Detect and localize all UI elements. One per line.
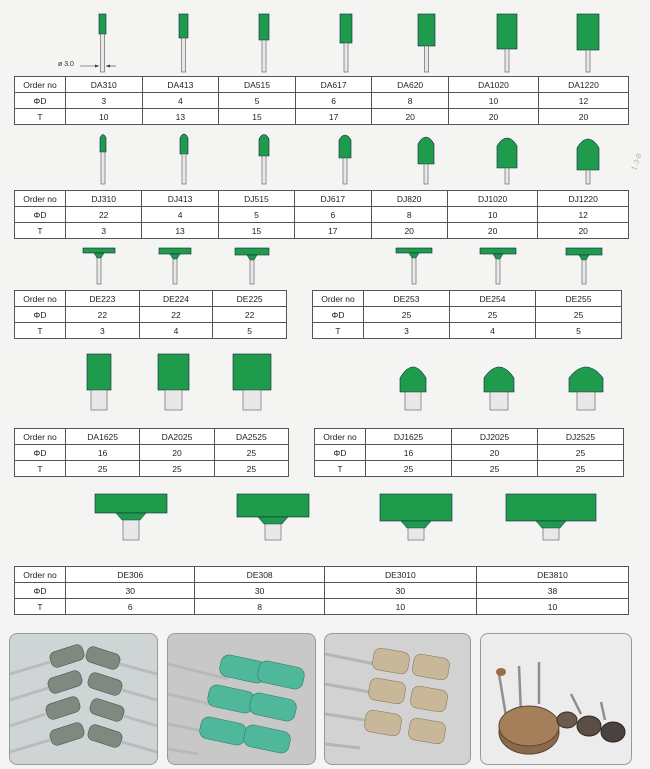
cell: 5	[536, 323, 622, 339]
da1220-tool	[577, 14, 599, 72]
t-label: T	[15, 599, 66, 615]
cell: 13	[142, 223, 218, 239]
grey-points-image	[10, 634, 157, 764]
cell: DJ310	[66, 191, 142, 207]
phi-label: ΦD	[15, 93, 66, 109]
dj1020-tool	[497, 138, 517, 184]
table-row	[313, 291, 622, 307]
da413-tool	[179, 14, 188, 72]
cell: 3	[66, 323, 140, 339]
cell: DA515	[219, 77, 296, 93]
cell: 10	[66, 109, 143, 125]
wheel-medium	[557, 712, 577, 728]
order-label: Order no	[15, 291, 66, 307]
t-label: T	[15, 109, 66, 125]
dj310-tool	[100, 135, 106, 185]
cell: DJ820	[371, 191, 447, 207]
cell: 3	[66, 93, 143, 109]
de3810-tool	[506, 494, 596, 540]
phi-label: ΦD	[15, 445, 66, 461]
cell: 25	[66, 461, 140, 477]
cell: 20	[372, 109, 449, 125]
table-row	[313, 307, 622, 323]
mounted-wheels-image	[481, 634, 631, 764]
order-label: Order no	[15, 567, 66, 583]
table-row	[315, 461, 624, 477]
de3010-tool	[380, 494, 452, 540]
cell: 30	[324, 583, 476, 599]
cell: 10	[476, 599, 628, 615]
phi-label: ΦD	[15, 207, 66, 223]
dj1220-tool	[577, 139, 599, 184]
cell: DJ2525	[538, 429, 624, 445]
cell: DJ515	[218, 191, 294, 207]
table-row	[315, 429, 624, 445]
cell: 25	[538, 445, 624, 461]
cell: DE3810	[476, 567, 628, 583]
cell: DE223	[66, 291, 140, 307]
de306-tool	[95, 494, 167, 540]
big-tool-row	[0, 350, 650, 416]
order-label: Order no	[313, 291, 364, 307]
cell: DJ413	[142, 191, 218, 207]
cell: DA620	[372, 77, 449, 93]
cell: 10	[324, 599, 476, 615]
dj1625-tool	[400, 367, 426, 410]
t-label: T	[313, 323, 364, 339]
cell: 4	[142, 93, 219, 109]
cell: 6	[295, 207, 371, 223]
cell: DJ617	[295, 191, 371, 207]
t-label: T	[315, 461, 366, 477]
cell: DA1220	[538, 77, 628, 93]
de-big-spec-table	[14, 566, 629, 615]
cell: DE253	[364, 291, 450, 307]
de254-tool	[480, 248, 516, 284]
table-row	[15, 429, 289, 445]
phi-label: ΦD	[315, 445, 366, 461]
cell: 22	[213, 307, 287, 323]
cell: 30	[195, 583, 324, 599]
cell: 17	[295, 109, 372, 125]
cell: DA1020	[448, 77, 538, 93]
cell: 38	[476, 583, 628, 599]
cell: DJ2025	[452, 429, 538, 445]
cell: 10	[447, 207, 538, 223]
da-big-spec-table	[14, 428, 289, 477]
dj-tool-row	[0, 128, 650, 188]
table-row	[15, 583, 629, 599]
cell: 20	[140, 445, 214, 461]
table-row	[15, 461, 289, 477]
table-row	[15, 445, 289, 461]
table-row	[315, 445, 624, 461]
cell: 20	[448, 109, 538, 125]
table-row	[15, 109, 629, 125]
cell: 4	[139, 323, 213, 339]
cell: 20	[371, 223, 447, 239]
cell: DE224	[139, 291, 213, 307]
table-row	[313, 323, 622, 339]
cell: 16	[366, 445, 452, 461]
phi-label: ΦD	[15, 583, 66, 599]
cell: 3	[364, 323, 450, 339]
da617-tool	[340, 14, 352, 72]
table-row	[15, 291, 287, 307]
dj2525-tool	[569, 367, 603, 410]
cell: DE225	[213, 291, 287, 307]
cell: DE306	[66, 567, 195, 583]
cell: DA2525	[214, 429, 288, 445]
cell: 8	[372, 93, 449, 109]
dj-big-spec-table	[314, 428, 624, 477]
cell: DA2025	[140, 429, 214, 445]
table-row	[15, 207, 629, 223]
cell: 25	[366, 461, 452, 477]
mounted-wheels-photo	[480, 633, 632, 765]
cell: 13	[142, 109, 219, 125]
cell: 4	[450, 323, 536, 339]
wheel-small-1	[496, 668, 506, 676]
table-row	[15, 599, 629, 615]
dj617-tool	[339, 135, 351, 184]
da620-tool	[418, 14, 435, 72]
cell: 6	[295, 93, 372, 109]
dimension-note: ø 3.0	[58, 61, 74, 68]
cell: 25	[214, 445, 288, 461]
cell: 25	[538, 461, 624, 477]
cell: 12	[538, 93, 628, 109]
da515-tool	[259, 14, 269, 72]
cell: 5	[218, 207, 294, 223]
green-points-photo	[167, 633, 316, 765]
dj515-tool	[259, 135, 269, 185]
da-spec-table	[14, 76, 629, 125]
cell: DE254	[450, 291, 536, 307]
t-label: T	[15, 223, 66, 239]
de255-tool	[566, 248, 602, 284]
wheel-dark-2	[601, 722, 625, 742]
cell: 5	[219, 93, 296, 109]
cell: 15	[219, 109, 296, 125]
beige-points-photo	[324, 633, 471, 765]
de-big-tool-row	[0, 490, 650, 548]
cell: 8	[371, 207, 447, 223]
cell: 20	[447, 223, 538, 239]
de223-tool	[83, 248, 115, 284]
cell: DE255	[536, 291, 622, 307]
de-left-spec-table	[14, 290, 287, 339]
wheel-dark	[577, 716, 601, 736]
cell: 20	[538, 109, 628, 125]
da1625-tool	[87, 354, 111, 410]
dj2025-tool	[484, 367, 514, 410]
table-row	[15, 323, 287, 339]
table-row	[15, 77, 629, 93]
dj820-tool	[418, 137, 434, 184]
cell: 25	[452, 461, 538, 477]
cell: 22	[139, 307, 213, 323]
cell: 17	[295, 223, 371, 239]
de224-tool	[159, 248, 191, 284]
t-label: T	[15, 461, 66, 477]
cell: 8	[195, 599, 324, 615]
da-tool-row	[0, 0, 650, 75]
cell: 4	[142, 207, 218, 223]
cell: 25	[536, 307, 622, 323]
cell: DE3010	[324, 567, 476, 583]
table-row	[15, 307, 287, 323]
cell: DA413	[142, 77, 219, 93]
cell: 10	[448, 93, 538, 109]
cell: 25	[140, 461, 214, 477]
cell: DA617	[295, 77, 372, 93]
phi-label: ΦD	[15, 307, 66, 323]
table-row	[15, 191, 629, 207]
cell: 16	[66, 445, 140, 461]
order-label: Order no	[15, 77, 66, 93]
cell: 30	[66, 583, 195, 599]
cell: 22	[66, 307, 140, 323]
grey-points-photo	[9, 633, 158, 765]
dj-spec-table	[14, 190, 629, 239]
da310-tool	[99, 14, 106, 72]
cell: 20	[452, 445, 538, 461]
cell: DJ1625	[366, 429, 452, 445]
cell: 25	[214, 461, 288, 477]
cell: DA310	[66, 77, 143, 93]
phi-label: ΦD	[313, 307, 364, 323]
cell: DJ1020	[447, 191, 538, 207]
side-note: 1.3·8	[630, 152, 644, 172]
order-label: Order no	[15, 191, 66, 207]
cell: 25	[450, 307, 536, 323]
green-points-image	[168, 634, 315, 764]
cell: 5	[213, 323, 287, 339]
de225-tool	[235, 248, 269, 284]
de-right-spec-table	[312, 290, 622, 339]
order-label: Order no	[15, 429, 66, 445]
table-row	[15, 93, 629, 109]
cell: DA1625	[66, 429, 140, 445]
cell: 3	[66, 223, 142, 239]
da2025-tool	[158, 354, 189, 410]
cell: 15	[218, 223, 294, 239]
cell: 6	[66, 599, 195, 615]
beige-points-image	[325, 634, 470, 764]
cell: DJ1220	[538, 191, 629, 207]
cell: 25	[364, 307, 450, 323]
cell: DE308	[195, 567, 324, 583]
t-label: T	[15, 323, 66, 339]
cell: 20	[538, 223, 629, 239]
da2525-tool	[233, 354, 271, 410]
cell: 22	[66, 207, 142, 223]
cell: 12	[538, 207, 629, 223]
de253-tool	[396, 248, 432, 284]
de308-tool	[237, 494, 309, 540]
de-small-tool-row	[0, 244, 650, 288]
order-label: Order no	[315, 429, 366, 445]
dj413-tool	[180, 134, 188, 184]
table-row	[15, 567, 629, 583]
table-row	[15, 223, 629, 239]
da1020-tool	[497, 14, 517, 72]
